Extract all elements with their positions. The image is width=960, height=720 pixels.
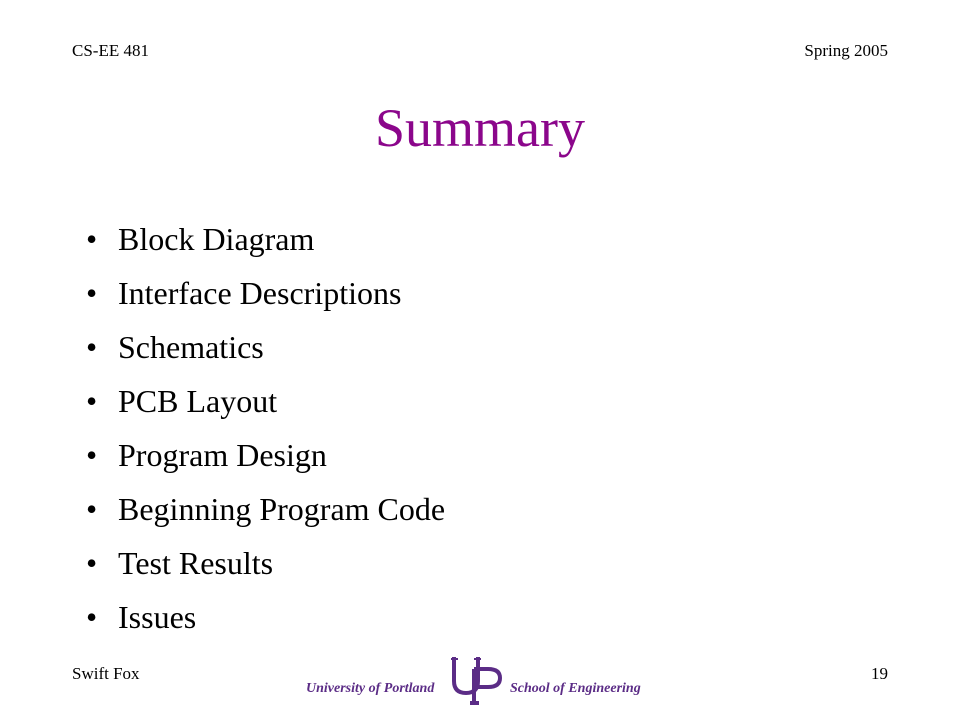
list-item	[86, 428, 445, 482]
bullet-text: Program Design	[118, 437, 327, 473]
up-logo-icon	[448, 655, 506, 705]
bullet-text: Beginning Program Code	[118, 491, 446, 527]
course-label: CS-EE 481	[72, 41, 149, 60]
logo-school-text: School of Engineering	[510, 681, 641, 696]
bullet-icon: •	[86, 437, 98, 473]
list-item	[86, 212, 445, 266]
team-label: Swift Fox	[72, 664, 140, 683]
bullet-icon: •	[86, 221, 98, 257]
bullet-text: Issues	[118, 599, 197, 635]
list-item	[86, 320, 445, 374]
page-number: 19	[871, 664, 888, 683]
bullet-icon: •	[86, 545, 98, 581]
bullet-text: PCB Layout	[118, 383, 278, 419]
list-item	[86, 536, 445, 590]
list-item	[86, 374, 445, 428]
bullet-text: Schematics	[118, 329, 264, 365]
bullet-text: Test Results	[118, 545, 274, 581]
list-item	[86, 590, 445, 644]
list-item	[86, 266, 445, 320]
bullet-icon: •	[86, 599, 98, 635]
university-logo	[306, 655, 650, 705]
logo-university-text: University of Portland	[306, 681, 435, 696]
bullet-icon: •	[86, 383, 98, 419]
bullet-icon: •	[86, 329, 98, 365]
bullet-text: Interface Descriptions	[118, 275, 402, 311]
bullet-icon: •	[86, 275, 98, 311]
term-label: Spring 2005	[804, 41, 888, 60]
list-item	[86, 482, 445, 536]
bullet-list	[86, 212, 445, 644]
slide-title: Summary	[375, 98, 585, 158]
bullet-text: Block Diagram	[118, 221, 315, 257]
bullet-icon: •	[86, 491, 98, 527]
